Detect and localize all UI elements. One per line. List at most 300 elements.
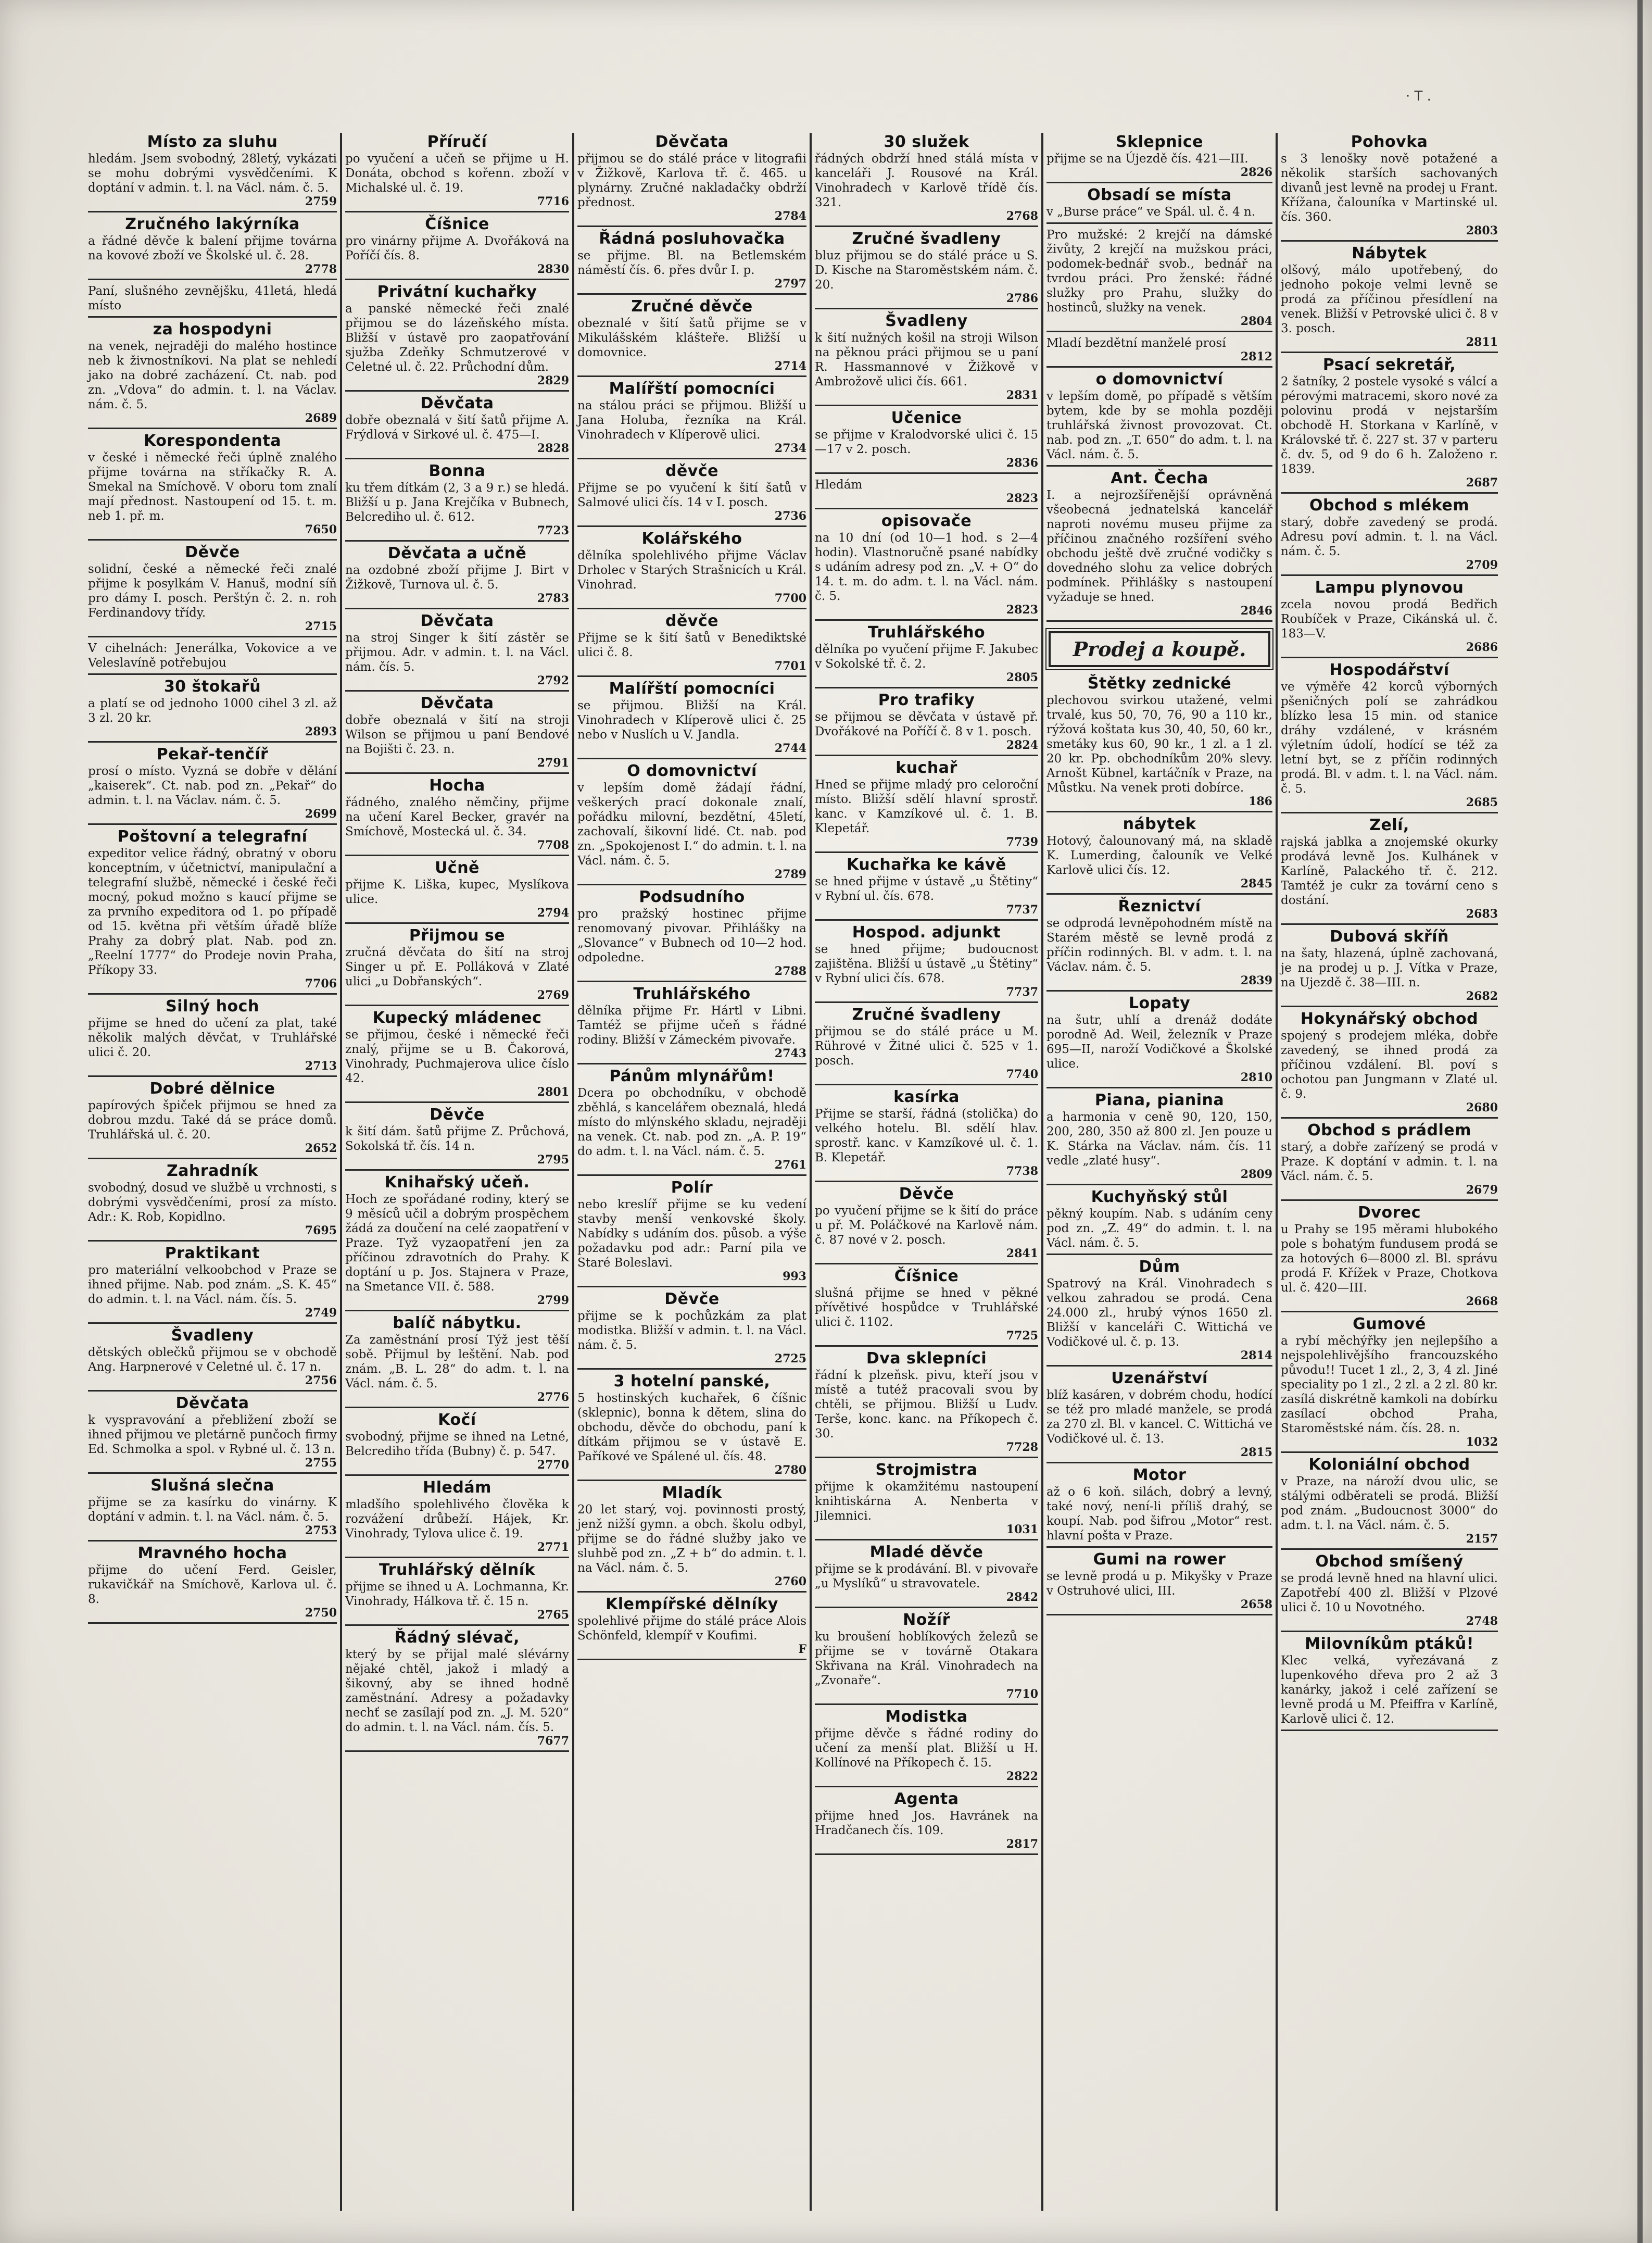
ad-headline: Hokynářský obchod: [1300, 1010, 1479, 1028]
ad-number: 2765: [537, 1608, 569, 1622]
ad-headline: Číšnice: [894, 1267, 959, 1285]
classified-ad: [577, 680, 806, 759]
ad-number: 2893: [305, 725, 337, 738]
ad-headline: Kolářského: [641, 530, 742, 548]
ad-headline: Ant. Čecha: [1111, 469, 1208, 487]
ad-headline: Zručného lakýrníka: [125, 215, 300, 233]
ad-headline: Truhlářský dělník: [379, 1561, 535, 1579]
ad-number: 2755: [305, 1456, 337, 1470]
ad-headline: Pánům mlynářům!: [609, 1067, 775, 1085]
classified-ad: [88, 997, 337, 1077]
classified-ad: [1281, 928, 1498, 1007]
classified-ad: [815, 623, 1038, 688]
classified-ad: [1046, 1550, 1272, 1615]
ad-headline: Řeznictví: [1118, 897, 1201, 916]
classified-ad: [815, 477, 1038, 509]
ad-headline: Dubová skříň: [1330, 928, 1449, 946]
classified-ad: [1046, 1188, 1272, 1255]
ad-number: 2842: [1006, 1590, 1038, 1604]
classified-ad: [577, 985, 806, 1064]
ad-number: 2749: [305, 1306, 337, 1320]
ad-headline: Zelí,: [1369, 816, 1409, 834]
ad-body: v lepším domě, po případě s větším bytem, kde by se mohla později truhlářská živnost provozovat. Ct. nab. pod zn. „T. 650“ do adm. t. l. na Václ. nám. č. 5.: [1046, 390, 1272, 461]
ad-number: 2829: [537, 374, 569, 387]
ad-headline: Silný hoch: [166, 997, 259, 1016]
classified-ad: [815, 1611, 1038, 1705]
ad-number: 1032: [1466, 1435, 1498, 1449]
classified-ad: [577, 1372, 806, 1481]
ad-number: 2846: [1240, 604, 1272, 618]
ad-body: 2 šatníky, 2 postele vysoké s válcí a pérovými matracemi, skoro nové za polovinu prodá v nejstarším obchodě H. Storkana v Karlíně, v Královské tř. č. 227 st. 37 v parteru č. dv. 5, od 9 do 6 h. Založeno r. 1839.: [1281, 375, 1498, 476]
ad-headline: kasírka: [893, 1088, 960, 1106]
ad-headline: 3 hotelní panské,: [613, 1372, 771, 1390]
ad-body: Hledám: [815, 478, 863, 492]
ad-headline: Modistka: [885, 1708, 968, 1726]
classified-ad: [815, 1088, 1038, 1182]
classified-ad: [345, 1628, 569, 1752]
ad-body: Hoch ze spořádané rodiny, který se 9 měsíců učil a dobrým prospěchem žádá za doučení na celé zaopatření v Praze. Tyž vyzaopatření jen za příčinou zdravotních do Prahy. K doptání u p. Jos. Stajnera v Praze, na Smetance VII. č. 588.: [345, 1193, 569, 1294]
ad-body: a harmonia v ceně 90, 120, 150, 200, 280, 350 až 800 zl. Jen pouze u K. Stárka na Václav. nám. čís. 11 vedle „zlaté husy“.: [1046, 1110, 1272, 1168]
classified-ad: [1281, 1204, 1498, 1312]
classified-ad: [815, 133, 1038, 227]
ad-number: 7650: [305, 523, 337, 536]
ad-headline: Hocha: [429, 776, 485, 795]
ad-number: 2748: [1466, 1614, 1498, 1628]
classified-ad: [345, 394, 569, 459]
classified-ad: [345, 694, 569, 774]
ad-body: spojený s prodejem mléka, dobře zavedený, se ihned prodá za příčinou vzdálení. Bl. poví s ochotou pan Jungmann v Zlaté ul. č. 9.: [1281, 1029, 1498, 1101]
ad-number: 7701: [774, 659, 806, 673]
classified-ad: [1281, 1010, 1498, 1119]
ad-body: přijme se k pochůzkám za plat modistka. Bližší v admin. t. l. na Václ. nám. č. 5.: [577, 1309, 806, 1352]
classified-ad: [1046, 335, 1272, 368]
ad-body: až o 6 koň. silách, dobrý a levný, také nový, není-li příliš drahý, se koupí. Nab. pod šifrou „Motor“ rest. hlavní pošta v Praze.: [1046, 1485, 1272, 1543]
ad-headline: Zručné děvče: [631, 297, 753, 316]
classified-ad: [1046, 1466, 1272, 1548]
classified-ad: [345, 462, 569, 542]
ad-number: 2736: [774, 509, 806, 523]
ad-number: 2783: [537, 592, 569, 605]
classified-ad: [577, 380, 806, 459]
ad-headline: děvče: [665, 462, 718, 480]
ad-number: 7695: [305, 1224, 337, 1237]
ad-number: 7737: [1006, 985, 1038, 999]
ad-headline: Polír: [671, 1179, 713, 1197]
ad-number: 2687: [1466, 476, 1498, 490]
ad-number: 2817: [1006, 1837, 1038, 1851]
classified-ad: [815, 923, 1038, 1003]
classified-ad: [345, 1561, 569, 1626]
classified-ad: [88, 1244, 337, 1324]
ad-body: Za zaměstnání prosí Týž jest těší sobě. Přijmul by leštění. Nab. pod znám. „B. L. 28“ do adm. t. l. na Václ. nám. č. 5.: [345, 1333, 569, 1390]
classified-ad: [1046, 994, 1272, 1088]
ad-headline: Učně: [435, 859, 480, 877]
ad-number: 993: [783, 1270, 806, 1283]
ad-body: dobře obeznalá v šití šatů přijme A. Frýdlová v Sirkové ul. č. 475—I.: [345, 413, 569, 442]
ad-number: 2725: [774, 1352, 806, 1365]
column-2: [342, 133, 574, 2211]
ad-headline: Uzenářství: [1111, 1369, 1208, 1387]
ad-body: starý, dobře zavedený se prodá. Adresu poví admin. t. l. na Václ. nám. č. 5.: [1281, 516, 1498, 558]
ad-body: v české i německé řeči úplně znalého přijme továrna na stříkačky R. A. Smekal na Smíchově. V oboru tom znalí mají přednost. Nastoupení od 15. t. m. neb 1. př. m.: [88, 451, 337, 523]
ad-body: přijme k okamžitému nastoupení knihtiskárna A. Nenberta v Jilemnici.: [815, 1480, 1038, 1523]
ad-headline: Dobré dělnice: [149, 1080, 275, 1098]
ad-headline: Praktikant: [165, 1244, 260, 1262]
ad-body: pro pražský hostinec přijme renomovaný pivovar. Přihlášky na „Slovance“ v Bubnech od 10—2 hod. odpoledne.: [577, 907, 806, 964]
classified-ad: [815, 1543, 1038, 1608]
ad-number: 186: [1249, 795, 1272, 808]
classified-ad: [815, 409, 1038, 474]
classified-ad: [815, 1267, 1038, 1347]
ad-headline: Dva sklepníci: [866, 1349, 987, 1368]
classified-ad: [815, 691, 1038, 756]
ad-number: 7716: [537, 195, 569, 208]
ad-body: starý, a dobře zařízený se prodá v Praze. K doptání v admin. t. l. na Václ. nám. č. 5.: [1281, 1141, 1498, 1183]
ad-number: 7706: [305, 977, 337, 991]
ad-headline: Truhlářského: [633, 985, 751, 1003]
ad-headline: opisovače: [881, 512, 972, 530]
ad-body: dělníka spolehlivého přijme Václav Drholec v Starých Strašnicích u Král. Vinohrad.: [577, 549, 806, 592]
ad-headline: Pekař-tenčíř: [156, 745, 269, 763]
ad-body: ve výměře 42 korců výborných pšeničných polí se zahrádkou blízko lesa 15 min. od stanice dráhy vzdálené, v krásném výletním údolí, hodící se též za letní byt, se z příčin rodinných prodá. Bl. v adm. t. l. na Václ. nám. č. 5.: [1281, 680, 1498, 796]
ad-body: přijmou se do stálé práce u M. Rührové v Žitné ulici č. 525 v 1. posch.: [815, 1025, 1038, 1068]
ad-number: 2769: [537, 988, 569, 1002]
classified-ad: [1046, 1369, 1272, 1463]
ad-headline: Bonna: [428, 462, 486, 480]
ad-number: 2652: [305, 1142, 337, 1155]
ad-body: a platí se od jednoho 1000 cihel 3 zl. až 3 zl. 20 kr.: [88, 697, 337, 725]
ad-body: se prodá levně hned na hlavní ulici. Zapotřebí 400 zl. Bližší v Plzové ulici č. 10 u Novotného.: [1281, 1572, 1498, 1614]
ad-body: řádného, znalého němčiny, přijme na učení Karel Becker, gravér na Smíchově, Mostecká ul. č. 34.: [345, 796, 569, 838]
classified-ad: [815, 759, 1038, 853]
classified-ad: [1046, 370, 1272, 467]
ad-number: 2801: [537, 1085, 569, 1099]
ad-body: blíž kasáren, v dobrém chodu, hodící se též pro mladé manžele, se prodá za 270 zl. Bl. v kancel. C. Wittichá ve Vodičkové ul. č. 13.: [1046, 1388, 1272, 1446]
column-4: [812, 133, 1043, 2211]
classified-ad: [577, 133, 806, 227]
classified-ad: [577, 1484, 806, 1593]
classified-ad: [1046, 469, 1272, 622]
classified-ad: [1046, 186, 1272, 224]
page-mark: · T .: [1406, 89, 1431, 104]
ad-headline: Zručné švadleny: [852, 230, 1001, 248]
ad-number: 2680: [1466, 1101, 1498, 1114]
classified-ad: [1281, 133, 1498, 242]
ad-number: 2815: [1240, 1446, 1272, 1459]
ad-body: s 3 lenošky nově potažené a několik starších sachovaných divanů jest levně na prodej u Frant. Křížana, čalouníka v Martinské ul. čís. 360.: [1281, 152, 1498, 224]
ad-body: řádní k plzeňsk. pivu, kteří jsou v místě a tutéž pracovali svou by chtěli, se přijmou. Bližší u Ludv. Terše, konc. kanc. na Příkopech č. 30.: [815, 1369, 1038, 1440]
ad-headline: Agenta: [894, 1790, 959, 1808]
ad-number: 2689: [305, 411, 337, 425]
ad-body: slušná přijme se hned v pěkné přívětivé hospůdce v Truhlářské ulici č. 1102.: [815, 1286, 1038, 1329]
ad-body: přijme se hned do učení za plat, také několik malých děvčat, v Truhlářské ulici č. 20.: [88, 1017, 337, 1059]
classified-columns: [85, 133, 1501, 2211]
ad-headline: 30 služek: [884, 133, 969, 151]
ad-body: Paní, slušného zevnějšku, 41letá, hledá místo: [88, 284, 337, 312]
ad-number: 2810: [1240, 1071, 1272, 1084]
classified-ad: [1281, 579, 1498, 658]
ad-body: hledám. Jsem svobodný, 28letý, vykázati se mohu dobrými vysvědčeními. K doptání v admin. t. l. na Václ. nám. č. 5.: [88, 152, 337, 195]
classified-ad: [815, 230, 1038, 309]
ad-number: 2771: [537, 1540, 569, 1554]
ad-headline: Malířští pomocníci: [609, 380, 775, 398]
ad-body: prosí o místo. Vyzná se dobře v dělání „kaiserek“. Ct. nab. pod zn. „Pekař“ do admin. t. l. na Václav. nám. č. 5.: [88, 765, 337, 807]
classified-ad: [1281, 1635, 1498, 1731]
classified-ad: [815, 1461, 1038, 1540]
ad-body: u Prahy se 195 měrami hlubokého pole s bohatým fundusem prodá se za hotových 6—8000 zl. Bl. správu prodá F. Křížek v Praze, Chotkova ul. č. 420—III.: [1281, 1223, 1498, 1295]
ad-body: se přijmou, české i německé řeči znalý, přijme se u B. Čakorová, Vinohrady, Puchmajerova ulice číslo 42.: [345, 1028, 569, 1085]
ad-headline: Lampu plynovou: [1315, 579, 1464, 597]
page-edge-line: [1637, 0, 1643, 2243]
ad-number: 2831: [1006, 389, 1038, 402]
ad-headline: Hledám: [423, 1478, 491, 1497]
ad-number: 2836: [1006, 456, 1038, 470]
ad-body: na ozdobné zboží přijme J. Birt v Žižkově, Turnova ul. č. 5.: [345, 563, 569, 592]
classified-ad: [577, 230, 806, 295]
ad-number: 2788: [774, 964, 806, 978]
ad-number: 2791: [537, 756, 569, 770]
ad-headline: Děvčata: [420, 694, 494, 712]
ad-body: na šutr, uhlí a drenáž dodáte porodně Ad. Weil, železník v Praze 695—II, naroží Vodičkové a Školské ulice.: [1046, 1013, 1272, 1071]
ad-number: F: [798, 1643, 806, 1656]
ad-number: 2792: [537, 674, 569, 687]
ad-headline: Děvčata: [175, 1394, 249, 1412]
ad-body: se hned přijme v ústavě „u Štětiny“ v Rybní ul. čís. 678.: [815, 875, 1038, 903]
classified-ad: [1046, 227, 1272, 332]
ad-body: se přijmou. Bližší na Král. Vinohradech v Klíperově ulici č. 25 nebo v Nuslích u V. Jandla.: [577, 699, 806, 742]
ad-body: na 10 dní (od 10—1 hod. s 2—4 hodin). Vlastnoručně psané nabídky s udáním adresy pod zn. „V. + O“ do 14. t. m. do adm. t. l. na Václ. nám. č. 5.: [815, 531, 1038, 603]
ad-number: 2743: [774, 1047, 806, 1060]
ad-headline: Sklepnice: [1116, 133, 1203, 151]
classified-ad: [1046, 1258, 1272, 1367]
ad-body: na stroj Singer k šití zástěr se přijmou. Adr. v admin. t. l. na Václ. nám. čís. 5.: [345, 631, 569, 674]
ad-number: 7738: [1006, 1164, 1038, 1178]
ad-number: 2760: [774, 1575, 806, 1588]
ad-body: se hned přijme; budoucnost zajištěna. Bližší u ústavě „u Štětiny“ v Rybní ulici čís. 678.: [815, 943, 1038, 985]
ad-headline: Kupecký mládenec: [372, 1009, 542, 1027]
ad-body: k vyspravování a přebližení zboží se ihned přijmou ve pletárně punčoch firmy Ed. Schmolka a spol. v Rybné ul. č. 13 n.: [88, 1413, 337, 1456]
classified-ad: [815, 1790, 1038, 1855]
ad-number: 7739: [1006, 835, 1038, 849]
ad-body: přijme se na Újezdě čís. 421—III.: [1046, 152, 1249, 166]
ad-headline: Gumi na rower: [1093, 1550, 1226, 1569]
ad-headline: Mravného hocha: [137, 1544, 287, 1562]
ad-headline: O domovnictví: [627, 762, 757, 780]
ad-number: 2786: [1006, 292, 1038, 305]
classified-ad: [1046, 133, 1272, 183]
classified-ad: [1281, 1121, 1498, 1201]
ad-body: na venek, nejraději do malého hostince neb k živnostníkovi. Na plat se nehledí jako na dobré zacházení. Ct. nab. pod zn. „Vdova“ do admin. t. l. na Václav. nám. č. 5.: [88, 340, 337, 411]
ad-number: 2823: [1006, 603, 1038, 617]
ad-number: 2794: [537, 906, 569, 920]
ad-body: Hotový, čalounovaný má, na skladě K. Lumerding, čalouník ve Velké Karlově ulici čís. 12.: [1046, 834, 1272, 877]
ad-body: Pro mužské: 2 krejčí na dámské živůty, 2 krejčí na mužskou práci, podomek-bednář svob., bednář na tvrdou práci. Pro ženské: řádné služky pro Prahu, služky do hostinců, služky na venek.: [1046, 228, 1272, 315]
ad-body: se přijme v Kralodvorské ulici č. 15—17 v 2. posch.: [815, 428, 1038, 456]
ad-number: 2686: [1466, 641, 1498, 654]
classified-ad: [577, 1595, 806, 1660]
ad-headline: nábytek: [1123, 815, 1196, 833]
ad-body: po vyučení přijme se k šití do práce u př. M. Poláčkové na Karlově nám. č. 87 nové v 2. posch.: [815, 1204, 1038, 1247]
ad-headline: Nožíř: [903, 1611, 950, 1629]
classified-ad: [345, 1173, 569, 1311]
classified-ad: [88, 1476, 337, 1542]
ad-headline: Místo za sluhu: [147, 133, 278, 151]
column-1: [85, 133, 342, 2211]
classified-ad: [1281, 1552, 1498, 1632]
classified-ad: [815, 512, 1038, 621]
classified-ad: [1281, 1456, 1498, 1550]
ad-headline: Podsudního: [639, 888, 745, 906]
ad-number: 2157: [1466, 1532, 1498, 1546]
ad-body: a řádné děvče k balení přijme továrna na kovové zboží ve Školské ul. č. 28.: [88, 234, 337, 262]
column-6: [1278, 133, 1501, 2211]
ad-body: a rybí měchýřky jen nejlepšího a nejspolehlivějšího francouzského původu!! Tucet 1 zl., 2, 3, 4 zl. Jiné speciality po 1 zl., 2 zl. a 2 zl. 80 kr. zasílá diskrétně kamkoli na dobírku zasílací obchod Praha, Staroměstské nám. čís. 28. n.: [1281, 1334, 1498, 1435]
column-3: [574, 133, 812, 2211]
ad-headline: Přijmou se: [409, 926, 506, 945]
ad-body: mladšího spolehlivého člověka k rozvážení drůbeží. Hájek, Kr. Vinohrady, Tylova ulice č. 19.: [345, 1498, 569, 1540]
ad-headline: Řádná posluhovačka: [599, 230, 785, 248]
ad-body: zcela novou prodá Bedřich Roubíček v Praze, Cikánská ul. č. 183—V.: [1281, 598, 1498, 641]
classified-ad: [345, 133, 569, 212]
classified-ad: [815, 312, 1038, 406]
ad-number: 2776: [537, 1390, 569, 1404]
ad-number: 2824: [1006, 738, 1038, 752]
ad-body: papírových špiček přijmou se hned za dobrou mzdu. Také dá se práce domů. Truhlářská ul. č. 20.: [88, 1099, 337, 1142]
ad-number: 2822: [1006, 1770, 1038, 1783]
section-heading: Prodej a koupě.: [1073, 637, 1246, 661]
ad-number: 2713: [305, 1059, 337, 1073]
ad-headline: 30 štokařů: [163, 678, 261, 696]
ad-number: 7740: [1006, 1068, 1038, 1081]
classified-ad: [577, 1067, 806, 1176]
classified-ad: [88, 1544, 337, 1624]
ad-number: 2709: [1466, 558, 1498, 572]
classified-ad: [1046, 1091, 1272, 1185]
ad-body: pro materiální velkoobchod v Praze se ihned přijme. Nab. pod znám. „S. K. 45“ do admin. t. l. na Václ. nám. čís. 5.: [88, 1263, 337, 1306]
ad-number: 2699: [305, 807, 337, 821]
ad-number: 2789: [774, 868, 806, 881]
ad-number: 2814: [1240, 1349, 1272, 1362]
ad-body: dělníka po vyučení přijme F. Jakubec v Sokolské tř. č. 2.: [815, 643, 1038, 671]
classified-ad: [577, 612, 806, 677]
ad-number: 2756: [305, 1374, 337, 1387]
ad-body: po vyučení a učeň se přijme u H. Donáta, obchod s kořenn. zboží v Michalské ul. č. 19.: [345, 152, 569, 195]
ad-headline: děvče: [665, 612, 718, 630]
ad-headline: kuchař: [896, 759, 957, 777]
classified-ad: [815, 1006, 1038, 1085]
ad-body: přijme se ihned u A. Lochmanna, Kr. Vinohrady, Hálkova tř. č. 15 n.: [345, 1580, 569, 1608]
ad-headline: Děvčata: [655, 133, 729, 151]
ad-number: 2823: [1006, 492, 1038, 505]
ad-number: 2797: [774, 277, 806, 291]
classified-ad: [345, 283, 569, 392]
ad-number: 2761: [774, 1158, 806, 1172]
ad-number: 2828: [537, 442, 569, 455]
classified-ad: [345, 1411, 569, 1476]
ad-headline: Motor: [1132, 1466, 1187, 1484]
classified-ad: [88, 828, 337, 995]
ad-body: 5 hostinských kuchařek, 6 číšnic (sklepnic), bonna k dětem, slina do obchodu, děvče do obchodu, paní k dítkám přijmou se v ústavě E. Paříkové ve Spálené ul. čís. 48.: [577, 1392, 806, 1463]
ad-number: 2812: [1240, 350, 1272, 364]
ad-number: 2784: [774, 209, 806, 223]
ad-body: Přijme se starší, řádná (stolička) do velkého hotelu. Bl. sdělí hlav. sprostř. kanc. v Kamzíkové ul. č. 1. B. Klepetář.: [815, 1107, 1038, 1164]
ad-headline: Kočí: [438, 1411, 476, 1429]
classified-ad: [1281, 496, 1498, 576]
ad-number: 2685: [1466, 796, 1498, 809]
classified-ad: [1046, 815, 1272, 895]
classified-ad: [577, 762, 806, 885]
classified-ad: [1046, 674, 1272, 812]
classified-ad: [815, 1349, 1038, 1458]
classified-ad: [88, 745, 337, 825]
ad-body: nebo kreslíř přijme se ku vedení stavby menší venkovské školy. Nabídky s udáním dos. působ. a výše požadavku pod adr.: Parní pila ve Staré Boleslavi.: [577, 1198, 806, 1270]
ad-body: a panské německé řeči znalé přijmou se do lázeňského místa. Bližší v ústavě pro zaopatřování sjužba Zdeňky Schmutzerové v Celetné ul. č. 22. Průchodní dům.: [345, 302, 569, 374]
ad-body: který by se přijal malé slévárny nějaké chtěl, jakož i mladý a šikovný, aby se ihned hodně zaměstnání. Adresy a požadavky nechť se zasílají pod zn. „J. M. 520“ do admin. t. l. na Václ. nám. čís. 5.: [345, 1648, 569, 1734]
ad-headline: Dvorec: [1358, 1204, 1421, 1222]
ad-body: svobodný, dosud ve službě u vrchnosti, s dobrými vysvědčeními, prosí za místo. Adr.: K. Rob, Kopidlno.: [88, 1181, 337, 1224]
ad-body: olšový, málo upotřebený, do jednoho pokoje velmi levně se prodá za příčinou přesídlení na venek. Bližší v Petrovské ulici č. 8 v 3. posch.: [1281, 264, 1498, 335]
classified-ad: [1281, 244, 1498, 353]
ad-body: v „Burse práce“ ve Spál. ul. č. 4 n.: [1046, 205, 1256, 219]
classified-ad: [345, 1009, 569, 1103]
ad-headline: Pohovka: [1351, 133, 1428, 151]
ad-number: 2830: [537, 262, 569, 276]
ad-headline: Kuchařka ke kávě: [847, 856, 1006, 874]
ad-headline: Psací sekretář,: [1322, 356, 1456, 374]
classified-ad: [345, 1478, 569, 1558]
ad-headline: Obchod s mlékem: [1309, 496, 1470, 515]
ad-body: přijme hned Jos. Havránek na Hradčanech čís. 109.: [815, 1809, 1038, 1837]
ad-number: 2799: [537, 1294, 569, 1307]
ad-headline: Korespondenta: [143, 432, 282, 450]
ad-number: 2683: [1466, 907, 1498, 921]
ad-number: 2841: [1006, 1247, 1038, 1260]
classified-ad: [577, 1179, 806, 1287]
classified-ad: [1281, 1315, 1498, 1453]
ad-number: 2778: [305, 262, 337, 276]
ad-number: 2744: [774, 742, 806, 755]
classified-ad: [577, 888, 806, 982]
ad-body: Hned se přijme mladý pro celoroční místo. Bližší sdělí hlavní sprostř. kanc. v Kamzíkové ul. č. 1. B. Klepetář.: [815, 778, 1038, 835]
ad-number: 2679: [1466, 1183, 1498, 1197]
ad-number: 2715: [305, 620, 337, 633]
ad-headline: Učenice: [891, 409, 962, 427]
ad-headline: Malířští pomocníci: [609, 680, 775, 698]
section-heading-box: [1049, 631, 1270, 667]
classified-ad: [1281, 356, 1498, 494]
ad-headline: Gumové: [1353, 1315, 1426, 1333]
ad-headline: Štětky zednické: [1087, 674, 1232, 693]
ad-headline: Obchod smíšený: [1315, 1552, 1464, 1571]
classified-ad: [577, 297, 806, 377]
ad-body: přijme do učení Ferd. Geisler, rukavičkář na Smíchově, Karlova ul. č. 8.: [88, 1563, 337, 1606]
ad-body: ku broušení hoblíkových železů se přijme se v továrně Otakara Skřivana na Král. Vinohradech na „Zvonaře“.: [815, 1630, 1038, 1687]
ad-number: 1031: [1006, 1523, 1038, 1536]
ad-body: Klec velká, vyřezávaná z lupenkového dřeva pro 2 až 3 kanárky, jakož i celé zařízení se levně prodá u M. Pfeiffra v Karlíně, Karlově ulici č. 12.: [1281, 1654, 1498, 1726]
ad-number: 7677: [537, 1734, 569, 1748]
ad-body: plechovou svirkou utažené, velmi trvalé, kus 50, 70, 76, 90 a 110 kr., rýžová koštata kus 30, 40, 50, 60 kr., smetáky kus 60, 90 kr., 1 zl. a 1 zl. 20 kr. Pp. obchodníkům 20% slevy. Arnošt Kübnel, kartáčník v Praze, na Můstku. Na venek proti dobírce.: [1046, 694, 1272, 795]
ad-headline: Privátní kuchařky: [377, 283, 537, 301]
ad-body: expeditor velice řádný, obratný v oboru konceptním, v účetnictví, manipulační a telegrafní službě, německé i české řeči mocný, pokud možno s kaucí přijme se za prvního expeditora od 1. po případě od 15. května při větším úřadě blíže Prahy za dobrý plat. Nab. pod zn. „Reelní 1777“ do Prodeje novin Praha, Příkopy 33.: [88, 847, 337, 977]
ad-headline: Zahradník: [167, 1162, 258, 1180]
ad-headline: Koloniální obchod: [1308, 1456, 1470, 1474]
ad-number: 7725: [1006, 1329, 1038, 1343]
ad-headline: o domovnictví: [1095, 370, 1224, 389]
ad-body: bluz přijmou se do stálé práce u S. D. Kische na Staroměstském nám. č. 20.: [815, 249, 1038, 292]
classified-ad: [88, 640, 337, 675]
classified-ad: [88, 543, 337, 637]
ad-body: se přijmou se děvčata v ústavě př. Dvořákové na Poříčí č. 8 v 1. posch.: [815, 710, 1038, 738]
